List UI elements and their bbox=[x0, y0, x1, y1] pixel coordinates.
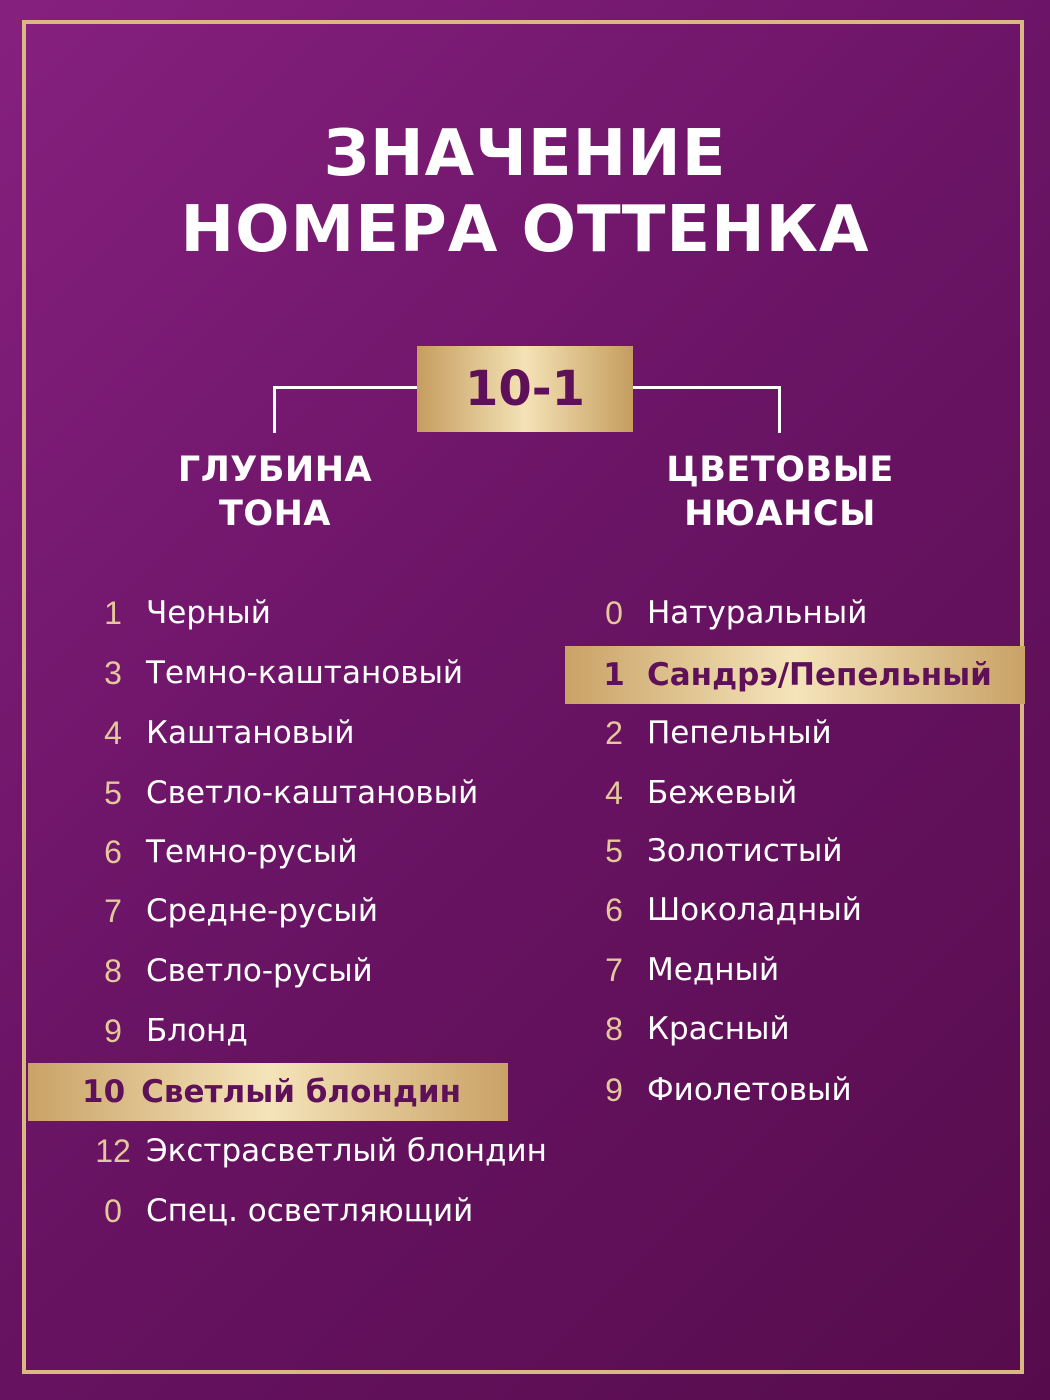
list-item bbox=[82, 942, 552, 1000]
item-number: 3 bbox=[104, 654, 122, 691]
heading-color-nuances bbox=[640, 448, 920, 536]
item-label: Каштановый bbox=[146, 715, 355, 751]
list-item bbox=[82, 704, 552, 762]
item-number: 0 bbox=[104, 1192, 122, 1229]
list-item bbox=[583, 584, 1023, 642]
heading-tone-depth-line2: ТОНА bbox=[218, 494, 331, 534]
connector-right bbox=[630, 386, 781, 433]
list-item bbox=[82, 823, 552, 881]
item-number: 9 bbox=[104, 1012, 122, 1049]
list-item-highlighted bbox=[565, 646, 1025, 704]
item-label: Черный bbox=[146, 595, 271, 631]
list-item bbox=[583, 881, 1023, 939]
item-number: 0 bbox=[605, 594, 623, 631]
item-number: 7 bbox=[104, 892, 122, 929]
list-item bbox=[583, 822, 1023, 880]
item-number: 4 bbox=[104, 714, 122, 751]
item-label: Бежевый bbox=[647, 775, 798, 811]
page-title-line1: ЗНАЧЕНИЕ bbox=[323, 117, 727, 191]
item-number: 6 bbox=[605, 891, 623, 928]
list-item bbox=[583, 1000, 1023, 1058]
list-item bbox=[82, 1182, 552, 1240]
item-number: 1 bbox=[603, 657, 625, 693]
list-item bbox=[82, 882, 552, 940]
item-number: 6 bbox=[104, 833, 122, 870]
item-label: Экстрасветлый блондин bbox=[146, 1133, 547, 1169]
list-item bbox=[82, 764, 552, 822]
heading-tone-depth-line1: ГЛУБИНА bbox=[177, 450, 373, 490]
heading-color-nuances-line1: ЦВЕТОВЫЕ bbox=[666, 450, 894, 490]
list-item bbox=[82, 1002, 552, 1060]
list-item bbox=[82, 584, 552, 642]
item-number: 12 bbox=[95, 1132, 131, 1169]
item-label: Средне-русый bbox=[146, 893, 379, 929]
item-label: Шоколадный bbox=[647, 892, 862, 928]
item-label: Натуральный bbox=[647, 595, 868, 631]
shade-code-badge: 10-1 bbox=[417, 346, 633, 432]
item-label: Красный bbox=[647, 1011, 790, 1047]
item-number: 5 bbox=[605, 832, 623, 869]
item-number: 7 bbox=[605, 951, 623, 988]
item-number: 9 bbox=[605, 1071, 623, 1108]
item-label: Светло-каштановый bbox=[146, 775, 479, 811]
item-label: Медный bbox=[647, 952, 780, 988]
item-label: Блонд bbox=[146, 1013, 248, 1049]
item-number: 10 bbox=[82, 1074, 126, 1110]
item-label: Золотистый bbox=[647, 833, 843, 869]
item-number: 4 bbox=[605, 774, 623, 811]
heading-color-nuances-line2: НЮАНСЫ bbox=[684, 494, 876, 534]
connector-left bbox=[273, 386, 426, 433]
list-item bbox=[583, 764, 1023, 822]
list-item bbox=[583, 1061, 1023, 1119]
heading-tone-depth bbox=[155, 448, 395, 536]
list-item-highlighted bbox=[28, 1063, 508, 1121]
list-item bbox=[82, 1122, 552, 1180]
item-label: Спец. осветляющий bbox=[146, 1193, 474, 1229]
item-label: Светло-русый bbox=[146, 953, 373, 989]
list-item bbox=[583, 704, 1023, 762]
item-label: Пепельный bbox=[647, 715, 832, 751]
item-label: Сандрэ/Пепельный bbox=[647, 657, 992, 693]
item-number: 1 bbox=[104, 594, 122, 631]
page-title-line2: НОМЕРА ОТТЕНКА bbox=[180, 193, 870, 267]
item-number: 8 bbox=[104, 952, 122, 989]
item-label: Светлый блондин bbox=[141, 1074, 461, 1110]
item-number: 2 bbox=[605, 714, 623, 751]
list-item bbox=[583, 941, 1023, 999]
item-number: 5 bbox=[104, 774, 122, 811]
item-label: Темно-каштановый bbox=[146, 655, 464, 691]
list-item bbox=[82, 644, 552, 702]
item-label: Темно-русый bbox=[146, 834, 358, 870]
item-number: 8 bbox=[605, 1010, 623, 1047]
item-label: Фиолетовый bbox=[647, 1072, 852, 1108]
